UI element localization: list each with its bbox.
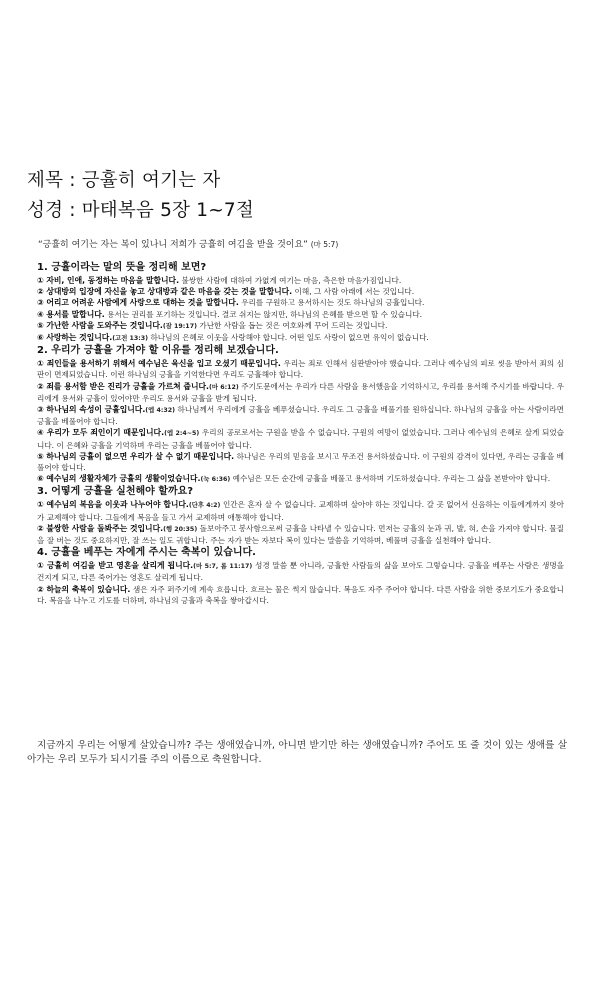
item-point: ② 상대방의 입장에 자신을 놓고 상대방과 같은 마음을 갖는 것을 말합니다.: [37, 287, 293, 297]
closing-paragraph: 지금까지 우리는 어떻게 살았습니까? 주는 생애였습니까, 아니면 받기만 하는 생애였습니까? 주어도 또 줄 것이 있는 생애를 살아가는 우리 모두가 되시기를 주의 이름으로 축원합니다.: [27, 740, 567, 766]
section-item: [37, 523, 564, 546]
item-citation: (잠 19:17): [162, 322, 197, 330]
item-text: 불쌍한 사람에 대하여 가엾게 여기는 마음, 측은한 마음가짐입니다.: [179, 276, 402, 285]
item-text: 성경 말씀 뿐 아니라, 긍휼한 사람들의 삶을 보아도 그렇습니다. 긍휼을 베푸는 사람은 생명을 건지게 되고, 다른 죽어가는 영혼도 살리게 됩니다.: [37, 561, 565, 583]
section-item: [37, 358, 564, 380]
item-point: ④ 우리가 모두 죄인이기 때문입니다.: [37, 428, 165, 438]
section-item: [37, 320, 564, 332]
item-citation: (마 6:12): [209, 383, 239, 391]
item-text: 예수님은 모든 순간에 긍휼을 베풀고 용서하며 기도하셨습니다. 우리는 그 삶을 본받아야 합니다.: [230, 474, 551, 484]
item-point: ② 불쌍한 사람을 돌봐주는 것입니다.: [37, 523, 164, 533]
section-item: [37, 451, 564, 473]
section-heading: 2. 우리가 긍휼을 가져야 할 이유를 정리해 보겠습니다.: [37, 345, 279, 357]
item-point: ① 죄인들을 용서하기 위해서 예수님은 육신을 입고 오셨기 때문입니다.: [37, 359, 281, 369]
item-point: ③ 하나님의 속성이 긍휼입니다.: [37, 405, 146, 415]
item-citation: (마 5:7, 롬 11:17): [193, 563, 253, 571]
item-text: 인간은 혼자 살 수 없습니다. 교제하며 살아야 하는 것입니다. 갈 곳 없어서 신음하는 이들에게까지 찾아가 교제해야 합니다. 그들에게 복음을 들고 가서 교제하며 애통해야 합니다.: [37, 500, 564, 522]
section-heading: 4. 긍휼을 베푸는 자에게 주시는 축복이 있습니다.: [37, 547, 256, 559]
item-text: 용서는 권리를 포기하는 것입니다. 결코 쉬지는 않지만, 하나님의 은혜를 받으면 할 수 있습니다.: [104, 309, 423, 319]
item-citation: (눅 6:36): [200, 476, 231, 484]
item-text: 샘은 자주 퍼주기에 계속 흐릅니다. 흐르는 물은 썩지 않습니다. 복음도 자주 주어야 합니다. 다른 사람을 위한 중보기도가 중요합니다. 복음을 나누고 기도를 더하며, 하나님의 긍휼과 축복을 쌓아갑시다.: [37, 584, 564, 605]
item-text: 우리를 구원하고 용서하시는 것도 하나님의 긍휼입니다.: [238, 298, 425, 308]
section-heading: 1. 긍휼이라는 말의 뜻을 정리해 보면?: [37, 262, 207, 273]
item-citation: (단후 4:2): [188, 502, 221, 510]
section-item: [37, 427, 564, 450]
section-item: [37, 473, 564, 485]
item-point: ③ 어리고 어려운 사람에게 사랑으로 대하는 것을 말합니다.: [37, 298, 239, 308]
sermon-title: 제목 : 긍휼히 여기는 자: [27, 170, 221, 191]
section-item: [37, 499, 564, 522]
item-point: ① 예수님의 복음을 이웃과 나누어야 합니다.: [37, 500, 189, 510]
item-text: 주기도문에서는 우리가 다른 사람을 용서했음을 기억하시고, 우리를 용서해 주시기를 바랍니다. 우리에게 용서와 긍휼이 있어야만 우리도 용서와 긍휼을 받게 됩니다.: [37, 381, 564, 403]
section-item: [37, 275, 564, 286]
key-verse-text: “긍휼히 여기는 자는 복이 있나니 저희가 긍휼히 여김을 받을 것이요”: [38, 240, 308, 250]
section-item: [37, 309, 564, 320]
section-item: [37, 560, 564, 583]
item-text: 가난한 사람을 돕는 것은 여호와께 꾸어 드리는 것입니다.: [196, 320, 388, 330]
item-citation: (엡 2:4~5): [164, 430, 200, 438]
sermon-body: [37, 261, 564, 606]
section-item: [37, 297, 564, 308]
scripture-reference: 성경 : 마태복음 5장 1~7절: [27, 200, 254, 221]
item-text: 하나님은 우리의 믿음을 보시고 무조건 용서하셨습니다. 이 구원의 감격이 있다면, 우리는 긍휼을 베풀어야 합니다.: [37, 451, 564, 473]
key-verse: [38, 237, 338, 250]
item-text: 돌보아주고 봉사함으로써 긍휼을 나타낼 수 있습니다. 먼저는 긍휼의 눈과 귀, 발, 혀, 손을 가져야 합니다. 물질을 잘 버는 것도 중요하지만, 잘 쓰는 일도 귀합니다. 주는 자가 받는 자보다 복이 있다는 말씀을 기억하며, 베풀며 긍휼을 실천해야 합니다.: [37, 523, 564, 546]
item-point: ⑤ 가난한 사람을 도와주는 것입니다.: [37, 320, 163, 330]
item-citation: (행 20:35): [163, 525, 198, 533]
item-point: ⑤ 하나님의 긍휼이 없으면 우리가 살 수 없기 때문입니다.: [37, 451, 235, 461]
item-point: ① 자비, 인애, 동정하는 마음을 말합니다.: [37, 276, 180, 285]
section-item: [37, 404, 564, 427]
item-text: 하나님께서 우리에게 긍휼을 베푸셨습니다. 우리도 그 긍휼을 베풀기를 원하십니다. 하나님의 긍휼을 아는 사람이라면 긍휼을 베풀어야 합니다.: [37, 405, 564, 427]
item-point: ① 긍휼히 여김을 받고 영혼을 살리게 됩니다.: [37, 561, 194, 571]
section-item: [37, 332, 564, 344]
section-item: [37, 286, 564, 297]
item-point: ② 죄를 용서함 받은 진리가 긍휼을 가르쳐 줍니다.: [37, 381, 209, 391]
section-item: [37, 584, 564, 606]
item-point: ④ 용서를 말합니다.: [37, 309, 105, 319]
item-citation: (고전 13:3): [112, 335, 149, 343]
item-point: ② 하늘의 축복이 있습니다.: [37, 584, 131, 594]
item-text: 우리의 공로로서는 구원을 받을 수 없습니다. 구원의 여망이 없었습니다. 그러나 예수님의 은혜로 살게 되었습니다. 이 은혜와 긍휼을 기억하며 우리는 긍휼을 베풀어야 합니다.: [37, 428, 564, 450]
section-heading: 3. 어떻게 긍휼을 실천해야 할까요?: [37, 486, 194, 498]
item-citation: (엡 4:32): [145, 407, 176, 415]
item-point: ⑥ 사랑하는 것입니다.: [37, 333, 113, 343]
item-text: 우리는 죄로 인해서 심판받아야 했습니다. 그러나 예수님의 피로 씻음 받아서 죄의 심판이 면제되었습니다. 이런 하나님의 긍휼을 기억한다면 우리도 긍휼해야 합니다.: [37, 359, 564, 380]
section-item: [37, 381, 564, 404]
item-text: 하나님의 은혜로 이웃을 사랑해야 합니다. 어떤 일도 사랑이 없으면 유익이 없습니다.: [148, 333, 429, 343]
item-point: ⑥ 예수님의 생활자체가 긍휼의 생활이었습니다.: [37, 474, 201, 484]
key-verse-ref: (마 5:7): [310, 240, 339, 249]
item-text: 이해, 그 사람 아래에 서는 것입니다.: [292, 287, 415, 297]
